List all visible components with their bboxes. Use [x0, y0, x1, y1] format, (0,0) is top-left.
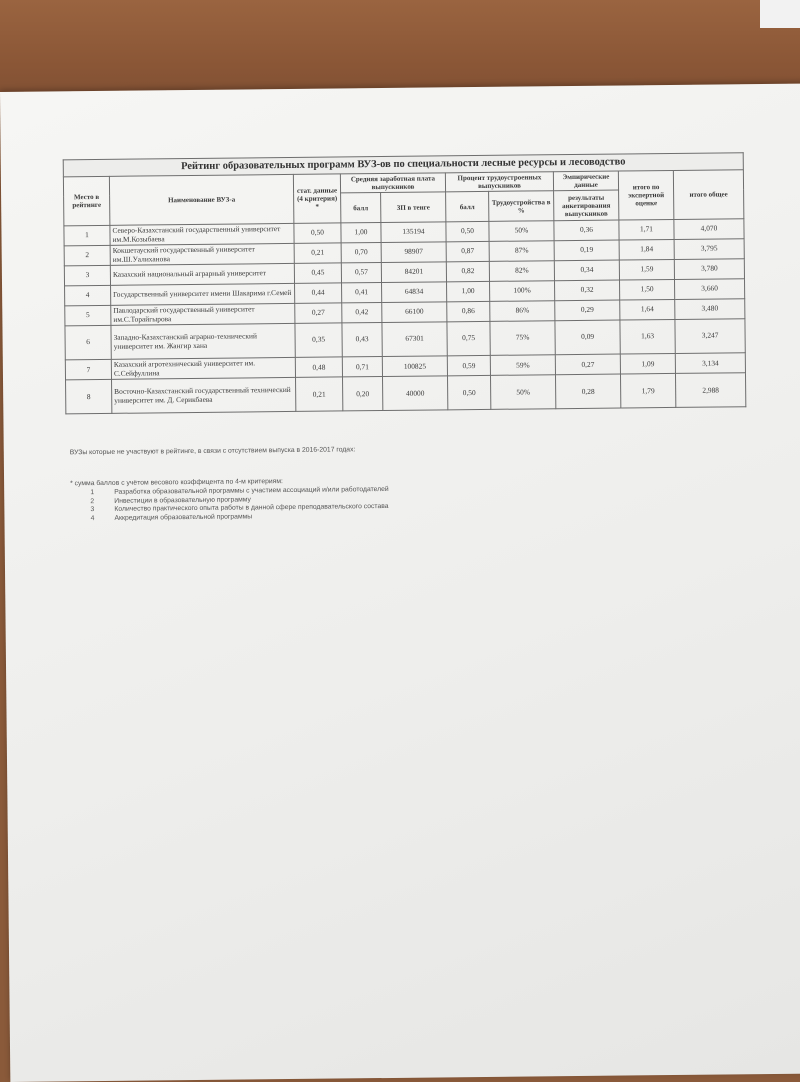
- criteria-text: Количество практического опыта работы в данной сфере преподавательского состава: [114, 502, 389, 513]
- cell-employment-percent: 87%: [489, 241, 554, 262]
- cell-place: 6: [65, 326, 111, 360]
- cell-name: Западно-Казахстанский аграрно-технический университет им. Жангир хана: [111, 324, 295, 360]
- cell-place: 4: [65, 286, 111, 306]
- cell-salary-score: 0,41: [342, 283, 382, 303]
- table-row: [66, 373, 746, 414]
- cell-expert: 1,09: [620, 354, 675, 375]
- cell-survey: 0,28: [556, 374, 621, 409]
- cell-stat: 0,50: [294, 223, 341, 244]
- criteria-text: Разработка образовательной программы с участием ассоциаций и/или работодателей: [114, 485, 389, 496]
- cell-employment-score: 0,75: [447, 322, 490, 356]
- cell-expert: 1,79: [621, 374, 676, 409]
- cell-salary: 100825: [382, 356, 447, 377]
- header-expert-total: итого по экспертной оценке: [618, 171, 674, 221]
- cell-name: Павлодарский государственный университет им.С.Торайгырова: [111, 304, 295, 326]
- criteria-number: 4: [90, 514, 95, 522]
- cell-employment-score: 0,50: [446, 222, 489, 242]
- cell-expert: 1,50: [620, 280, 675, 301]
- header-salary-group: Средняя заработная плата выпускников: [340, 173, 445, 193]
- header-stat: стат. данные (4 критерия) *: [293, 174, 341, 224]
- cell-expert: 1,64: [620, 300, 675, 321]
- header-employment-percent: Трудоустройства в %: [489, 191, 554, 222]
- cell-total: 3,780: [674, 259, 744, 280]
- cell-employment-percent: 86%: [490, 301, 555, 322]
- cell-total: 2,988: [676, 373, 746, 408]
- table-title: Рейтинг образовательных программ ВУЗ-ов по специальности лесные ресурсы и лесоводство: [63, 152, 744, 176]
- criteria-list: [70, 482, 770, 522]
- cell-survey: 0,29: [555, 300, 620, 321]
- cell-salary: 67301: [382, 322, 447, 357]
- cell-name: Восточно-Казахстанский государственный технический университет им. Д. Серикбаева: [112, 378, 296, 414]
- cell-employment-score: 0,50: [448, 376, 491, 410]
- cell-total: 3,480: [675, 299, 745, 320]
- header-name: Наименование ВУЗ-а: [109, 174, 294, 225]
- cell-place: 1: [64, 226, 110, 247]
- cell-stat: 0,27: [295, 303, 342, 324]
- cell-salary-score: 0,20: [343, 377, 383, 411]
- cell-name: Казахский агротехнический университет им. С.Сейфуллина: [111, 358, 295, 380]
- criteria-number: 3: [90, 506, 95, 514]
- cell-employment-percent: 75%: [490, 321, 555, 356]
- cell-salary-score: 0,42: [342, 303, 382, 323]
- header-salary-amount: ЗП в тенге: [381, 192, 446, 223]
- cell-salary-score: 1,00: [341, 223, 381, 243]
- cell-salary-score: 0,57: [341, 263, 381, 283]
- cell-place: 8: [66, 380, 112, 414]
- cell-employment-score: 0,86: [447, 302, 490, 322]
- paper-sheet: [0, 83, 800, 1081]
- cell-stat: 0,35: [295, 323, 342, 357]
- cell-employment-percent: 82%: [489, 261, 554, 282]
- cell-survey: 0,36: [554, 220, 619, 241]
- header-empirical-results: результаты анкетирования выпускников: [554, 190, 619, 221]
- notes-section: [70, 442, 771, 523]
- cell-employment-percent: 59%: [490, 355, 555, 376]
- cell-employment-score: 0,82: [446, 262, 489, 282]
- cell-survey: 0,34: [554, 260, 619, 281]
- cell-name: Северо-Казахстанский государственный университет им.М.Козыбаева: [110, 224, 294, 246]
- cell-employment-score: 0,87: [446, 242, 489, 262]
- cell-employment-percent: 50%: [491, 375, 556, 410]
- cell-salary: 64834: [382, 282, 447, 303]
- cell-name: Казахский национальный аграрный университет: [110, 264, 294, 286]
- cell-salary: 135194: [381, 222, 446, 243]
- header-employment-group: Процент трудоустроенных выпускников: [445, 172, 553, 192]
- cell-stat: 0,21: [296, 377, 343, 411]
- cell-employment-score: 1,00: [447, 282, 490, 302]
- criteria-text: Аккредитация образовательной программы: [114, 512, 253, 522]
- cell-place: 7: [65, 360, 111, 381]
- cell-salary: 98907: [381, 242, 446, 263]
- cell-salary: 40000: [383, 376, 448, 411]
- criteria-number: 1: [90, 489, 95, 497]
- cell-survey: 0,27: [555, 354, 620, 375]
- cell-stat: 0,45: [294, 263, 341, 283]
- cell-salary-score: 0,43: [342, 323, 382, 357]
- rating-table: [63, 152, 747, 414]
- cell-total: 4,070: [674, 219, 744, 240]
- cell-stat: 0,48: [295, 357, 342, 378]
- cell-survey: 0,09: [555, 320, 620, 355]
- cell-employment-percent: 50%: [489, 221, 554, 242]
- cell-name: Государственный университет имени Шакарима г.Семей: [111, 284, 295, 306]
- cell-survey: 0,19: [554, 240, 619, 261]
- criteria-number: 2: [90, 497, 95, 505]
- cell-place: 3: [64, 266, 110, 286]
- cell-expert: 1,59: [619, 260, 674, 281]
- cell-total: 3,660: [675, 279, 745, 300]
- header-empirical-group: Эмпирические данные: [553, 171, 618, 191]
- cell-salary-score: 0,71: [342, 357, 382, 377]
- cell-survey: 0,32: [555, 280, 620, 301]
- criteria-text: Инвестиции в образовательную программу: [114, 495, 251, 505]
- exclusion-note: ВУЗы которые не участвуют в рейтинге, в связи с отсутствием выпуска в 2016-2017 годах:: [69, 446, 356, 457]
- header-grand-total: итого общее: [673, 170, 744, 220]
- cell-name: Кокшетауский государственный университет им.Ш.Уалиханова: [110, 244, 294, 266]
- cell-total: 3,134: [675, 353, 745, 374]
- header-salary-score: балл: [341, 193, 381, 223]
- cell-place: 2: [64, 246, 110, 267]
- header-employment-score: балл: [446, 192, 489, 222]
- cell-stat: 0,44: [295, 283, 342, 303]
- cell-total: 3,795: [674, 239, 744, 260]
- cell-employment-percent: 100%: [490, 281, 555, 302]
- footnote: * сумма баллов с учётом весового коэффицента по 4-м критериям:: [70, 478, 283, 488]
- cell-place: 5: [65, 306, 111, 327]
- cell-employment-score: 0,59: [447, 356, 490, 376]
- cell-expert: 1,71: [619, 220, 674, 241]
- header-place: Место в рейтинге: [63, 176, 110, 226]
- cell-total: 3,247: [675, 319, 745, 354]
- cell-expert: 1,84: [619, 240, 674, 261]
- cell-stat: 0,21: [294, 243, 341, 264]
- cell-salary: 66100: [382, 302, 447, 323]
- cell-expert: 1,63: [620, 320, 675, 355]
- cell-salary: 84201: [381, 262, 446, 283]
- cell-salary-score: 0,70: [341, 243, 381, 263]
